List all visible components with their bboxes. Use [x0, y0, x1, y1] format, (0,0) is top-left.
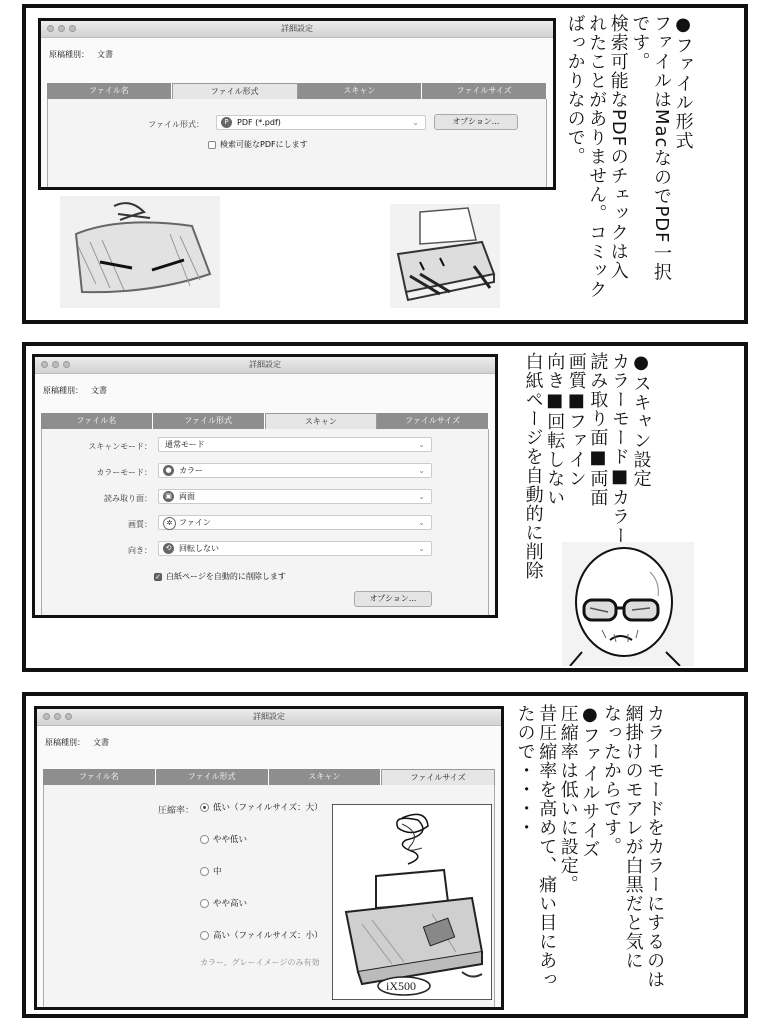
tab-file-size[interactable]: ファイルサイズ — [377, 413, 489, 429]
comic-panel-scan-settings — [22, 342, 748, 672]
tab-file-format[interactable]: ファイル形式 — [156, 769, 269, 785]
caption-line: です。 — [629, 14, 651, 71]
radio-selected-icon — [200, 803, 209, 812]
checkbox-icon — [208, 141, 216, 149]
window-titlebar — [35, 357, 495, 374]
settings-window — [32, 354, 498, 618]
scan-mode-select[interactable] — [158, 437, 432, 452]
tab-file-name[interactable]: ファイル名 — [47, 83, 172, 99]
radio-icon — [200, 867, 209, 876]
orientation-label: 向き： — [128, 546, 152, 555]
scan-side-select[interactable] — [158, 489, 432, 504]
chevron-down-icon: ⌄ — [418, 440, 425, 449]
radio-icon — [200, 835, 209, 844]
chevron-down-icon: ⌄ — [418, 544, 425, 553]
blank-page-label: 白紙ページを自動的に削除します — [166, 572, 286, 581]
option-label: やや高い — [213, 899, 248, 909]
zoom-window-button[interactable] — [65, 713, 72, 720]
tab-file-size[interactable]: ファイルサイズ — [381, 769, 495, 785]
orientation-value: 回転しない — [179, 544, 219, 553]
scan-side-label: 読み取り面： — [104, 494, 152, 503]
chevron-down-icon: ⌄ — [412, 118, 419, 127]
window-titlebar — [41, 21, 553, 38]
caption-line: カラーモードをカラーにするのは — [644, 704, 666, 989]
chevron-down-icon: ⌄ — [418, 492, 425, 501]
zoom-window-button[interactable] — [69, 25, 76, 32]
color-icon: ● — [163, 465, 174, 476]
tab-file-name[interactable]: ファイル名 — [43, 769, 156, 785]
chevron-down-icon: ⌄ — [418, 466, 425, 475]
caption-line: 昔圧縮率を高めて、痛い目にあっ — [536, 704, 558, 989]
caption-line: れたことがありません。コミック — [586, 14, 608, 299]
caption-line: 圧縮率は低いに設定。 — [557, 704, 579, 894]
rotate-icon: ⟲ — [163, 543, 174, 554]
settings-tabs — [43, 769, 495, 785]
format-value: PDF (*.pdf) — [237, 118, 281, 127]
document-kind-value: 文書 — [93, 738, 109, 747]
orientation-select[interactable] — [158, 541, 432, 556]
settings-window — [38, 18, 556, 190]
caption-file-format — [564, 14, 694, 320]
pdf-icon: P — [221, 117, 232, 128]
caption-line: ばっかりなので。 — [564, 14, 586, 166]
quality-select[interactable] — [158, 515, 432, 530]
chevron-down-icon: ⌄ — [418, 518, 425, 527]
document-kind-value: 文書 — [91, 386, 107, 395]
document-kind-label: 原稿種別： — [43, 386, 83, 395]
close-window-button[interactable] — [41, 361, 48, 368]
options-button[interactable]: オプション... — [434, 114, 518, 130]
tab-file-size[interactable]: ファイルサイズ — [422, 83, 547, 99]
comic-panel-file-format — [22, 4, 748, 324]
color-mode-select[interactable] — [158, 463, 432, 478]
document-kind-label: 原稿種別： — [45, 738, 85, 747]
scanner-sketch-left — [60, 196, 220, 308]
ix500-scanner-sketch — [332, 804, 492, 1000]
caption-line: ●ファイルサイズ — [579, 704, 601, 859]
window-title: 詳細設定 — [249, 360, 281, 369]
document-kind-value: 文書 — [97, 50, 113, 59]
caption-line: 白紙ページを自動的に削除 — [522, 352, 544, 580]
option-label: 高い（ファイルサイズ：小） — [213, 931, 323, 941]
scan-mode-value: 通常モード — [165, 440, 205, 449]
ix500-label: iX500 — [386, 979, 416, 993]
caption-file-size — [514, 704, 665, 1010]
caption-line: 検索可能なPDFのチェックは入 — [607, 14, 629, 281]
close-window-button[interactable] — [47, 25, 54, 32]
color-mode-value: カラー — [179, 466, 203, 475]
tab-file-name[interactable]: ファイル名 — [41, 413, 153, 429]
compression-option-high[interactable] — [200, 929, 323, 941]
compression-option-slightly-high[interactable] — [200, 897, 247, 909]
document-kind-label: 原稿種別： — [49, 50, 89, 59]
zoom-window-button[interactable] — [63, 361, 70, 368]
option-label: 中 — [213, 867, 222, 877]
searchable-pdf-checkbox[interactable] — [208, 139, 308, 150]
compression-option-low[interactable] — [200, 801, 323, 813]
radio-icon — [200, 931, 209, 940]
settings-tabs — [41, 413, 489, 429]
printer-sketch — [390, 204, 500, 308]
minimize-window-button[interactable] — [58, 25, 65, 32]
window-title: 詳細設定 — [281, 24, 313, 33]
tab-scan[interactable]: スキャン — [269, 769, 382, 785]
searchable-pdf-label: 検索可能なPDFにします — [220, 140, 308, 149]
compression-option-slightly-low[interactable] — [200, 833, 247, 845]
duplex-icon: ▣ — [163, 491, 174, 502]
caption-line: 読み取り面■両面 — [587, 352, 609, 507]
tab-content — [41, 429, 489, 616]
minimize-window-button[interactable] — [52, 361, 59, 368]
caption-line: ファイルはMacなのでPDF一択 — [650, 14, 672, 282]
option-label: やや低い — [213, 835, 248, 845]
option-label: 低い（ファイルサイズ：大） — [213, 803, 323, 813]
compression-label: 圧縮率： — [157, 806, 194, 816]
caption-line: ●スキャン設定 — [630, 352, 652, 488]
tab-file-format[interactable]: ファイル形式 — [153, 413, 265, 429]
format-select[interactable] — [216, 115, 426, 130]
scan-mode-label: スキャンモード： — [88, 442, 152, 451]
format-label: ファイル形式： — [148, 120, 204, 129]
compression-note: カラー、グレーイメージのみ有効 — [200, 958, 320, 967]
comic-panel-file-size — [22, 692, 748, 1018]
radio-icon — [200, 899, 209, 908]
quality-icon: ✲ — [163, 517, 176, 530]
tab-content — [47, 99, 547, 190]
tab-scan[interactable]: スキャン — [298, 83, 423, 99]
document-kind — [49, 49, 113, 60]
checkmark-icon: ✓ — [155, 572, 161, 581]
document-kind — [45, 737, 109, 748]
options-button[interactable]: オプション... — [354, 591, 432, 607]
minimize-window-button[interactable] — [54, 713, 61, 720]
tab-scan[interactable]: スキャン — [265, 413, 378, 429]
blank-page-checkbox[interactable] — [154, 571, 286, 582]
close-window-button[interactable] — [43, 713, 50, 720]
settings-tabs — [47, 83, 547, 99]
caption-line: 向き■回転しない — [544, 352, 566, 507]
color-mode-label: カラーモード： — [96, 468, 152, 477]
window-title: 詳細設定 — [253, 712, 285, 721]
caption-line: ●ファイル形式 — [672, 14, 694, 150]
window-titlebar — [37, 709, 501, 726]
compression-option-medium[interactable] — [200, 865, 222, 877]
caption-line: カラーモード■カラー — [608, 352, 630, 545]
caption-line: なったからです。 — [600, 704, 622, 856]
document-kind — [43, 385, 107, 396]
caption-line: 網掛けのモアレが白黒だと気に — [622, 704, 644, 970]
tab-file-format[interactable]: ファイル形式 — [172, 83, 298, 99]
quality-value: ファイン — [179, 518, 211, 527]
caption-scan-settings — [522, 352, 652, 664]
caption-line: 画質■ファイン — [565, 352, 587, 488]
quality-label: 画質： — [128, 520, 152, 529]
scan-side-value: 両面 — [179, 492, 195, 501]
caption-line: たので・・・・ — [514, 704, 536, 837]
